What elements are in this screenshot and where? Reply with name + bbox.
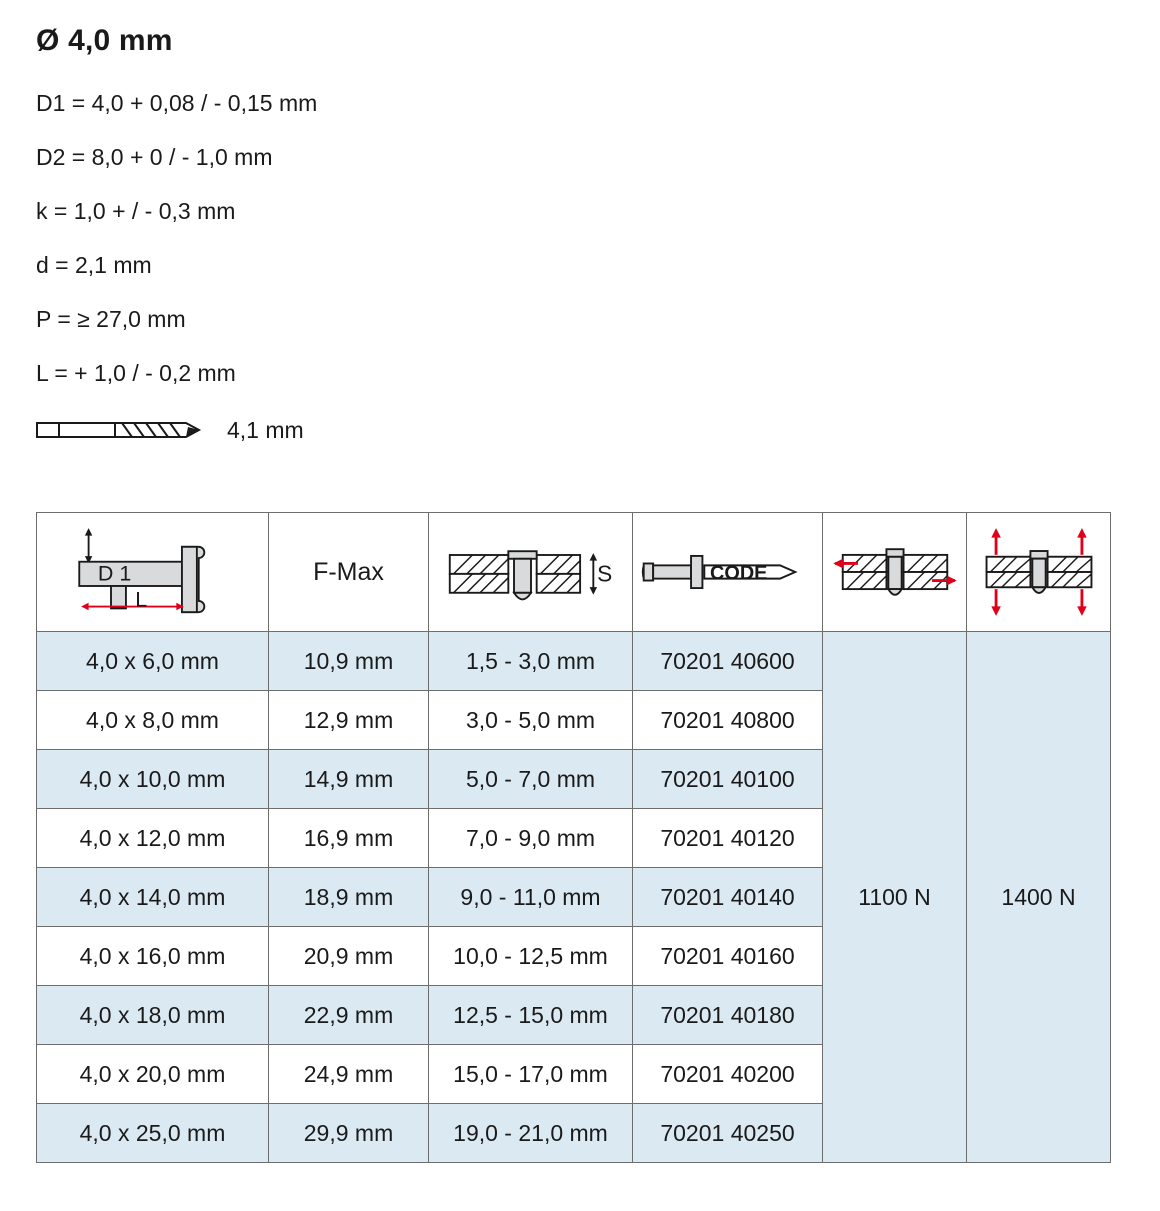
- cell-clamp: 5,0 - 7,0 mm: [429, 750, 633, 809]
- cell-clamp: 10,0 - 12,5 mm: [429, 927, 633, 986]
- header-tensile-strength: [967, 513, 1111, 632]
- cell-clamp: 19,0 - 21,0 mm: [429, 1104, 633, 1163]
- drill-size-label: 4,1 mm: [227, 416, 304, 443]
- spec-line-d: d = 2,1 mm: [36, 252, 152, 278]
- cell-size: 4,0 x 12,0 mm: [37, 809, 269, 868]
- cell-fmax: 16,9 mm: [269, 809, 429, 868]
- spec-line-d2: D2 = 8,0 + 0 / - 1,0 mm: [36, 144, 273, 170]
- specification-list: [36, 76, 1126, 400]
- cell-clamp: 1,5 - 3,0 mm: [429, 632, 633, 691]
- header-shear-strength: [823, 513, 967, 632]
- header-f-max-label: F-Max: [313, 557, 384, 586]
- rivet-table-wrapper: [36, 512, 1126, 1163]
- cell-size: 4,0 x 20,0 mm: [37, 1045, 269, 1104]
- header-clamping-range: [429, 513, 633, 632]
- svg-text:D 1: D 1: [97, 561, 131, 586]
- spec-line-p: P = ≥ 27,0 mm: [36, 306, 186, 332]
- header-article-code: [633, 513, 823, 632]
- cell-code: 70201 40120: [633, 809, 823, 868]
- cell-fmax: 22,9 mm: [269, 986, 429, 1045]
- cell-code: 70201 40160: [633, 927, 823, 986]
- article-code-icon: [633, 513, 822, 631]
- cell-size: 4,0 x 14,0 mm: [37, 868, 269, 927]
- cell-code: 70201 40250: [633, 1104, 823, 1163]
- cell-fmax: 10,9 mm: [269, 632, 429, 691]
- cell-code: 70201 40100: [633, 750, 823, 809]
- cell-size: 4,0 x 6,0 mm: [37, 632, 269, 691]
- cell-code: 70201 40180: [633, 986, 823, 1045]
- svg-text:L: L: [134, 587, 147, 612]
- cell-size: 4,0 x 16,0 mm: [37, 927, 269, 986]
- cell-fmax: 14,9 mm: [269, 750, 429, 809]
- cell-code: 70201 40140: [633, 868, 823, 927]
- cell-size: 4,0 x 18,0 mm: [37, 986, 269, 1045]
- cell-code: 70201 40600: [633, 632, 823, 691]
- spec-line-k: k = 1,0 + / - 0,3 mm: [36, 198, 236, 224]
- svg-text:CODE: CODE: [709, 562, 767, 585]
- cell-size: 4,0 x 10,0 mm: [37, 750, 269, 809]
- spec-line-d1: D1 = 4,0 + 0,08 / - 0,15 mm: [36, 90, 318, 116]
- cell-clamp: 7,0 - 9,0 mm: [429, 809, 633, 868]
- cell-shear-strength: 1100 N: [823, 632, 967, 1163]
- drill-size-row: [36, 410, 1126, 450]
- cell-fmax: 18,9 mm: [269, 868, 429, 927]
- cell-size: 4,0 x 25,0 mm: [37, 1104, 269, 1163]
- table-row: [37, 632, 1111, 691]
- drill-bit-icon: [36, 414, 211, 446]
- rivet-dimension-d1-l-icon: [37, 513, 268, 631]
- cell-code: 70201 40800: [633, 691, 823, 750]
- cell-clamp: 15,0 - 17,0 mm: [429, 1045, 633, 1104]
- cell-fmax: 24,9 mm: [269, 1045, 429, 1104]
- clamping-range-s-icon: [429, 513, 632, 631]
- tensile-strength-icon: [967, 513, 1110, 631]
- svg-text:S: S: [596, 560, 612, 587]
- page-title: Ø 4,0 mm: [36, 24, 173, 57]
- rivet-specification-table: [36, 512, 1111, 1163]
- spec-line-l: L = + 1,0 / - 0,2 mm: [36, 360, 236, 386]
- cell-code: 70201 40200: [633, 1045, 823, 1104]
- cell-fmax: 12,9 mm: [269, 691, 429, 750]
- cell-clamp: 3,0 - 5,0 mm: [429, 691, 633, 750]
- table-body: [37, 632, 1111, 1163]
- cell-clamp: 12,5 - 15,0 mm: [429, 986, 633, 1045]
- cell-tensile-strength: 1400 N: [967, 632, 1111, 1163]
- cell-fmax: 29,9 mm: [269, 1104, 429, 1163]
- cell-clamp: 9,0 - 11,0 mm: [429, 868, 633, 927]
- header-rivet-dimension: [37, 513, 269, 632]
- cell-fmax: 20,9 mm: [269, 927, 429, 986]
- shear-strength-icon: [823, 513, 966, 631]
- cell-size: 4,0 x 8,0 mm: [37, 691, 269, 750]
- header-f-max: [269, 513, 429, 632]
- table-header-row: [37, 513, 1111, 632]
